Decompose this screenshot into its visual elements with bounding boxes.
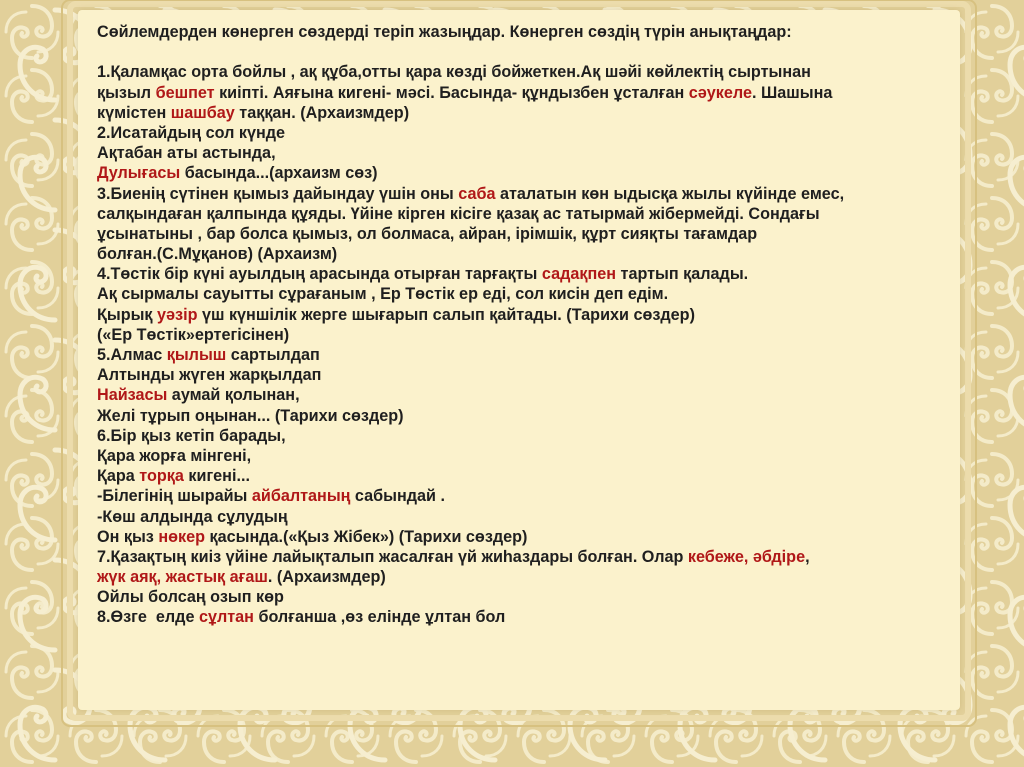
text-line xyxy=(97,224,967,244)
archaic-word: сәукеле xyxy=(688,83,752,102)
text-segment: Қара xyxy=(97,467,140,486)
text-line xyxy=(97,446,967,466)
archaic-word: бешпет xyxy=(155,83,215,102)
text-line xyxy=(97,163,967,183)
text-segment: ұсынатыны , бар болса қымыз, ол болмаса, айран, ірімшік, құрт сияқты тағамдар xyxy=(97,224,758,243)
archaic-word: шашбау xyxy=(170,103,235,122)
archaic-word: нөкер xyxy=(158,527,206,546)
text-line xyxy=(97,547,967,567)
text-segment: Ойлы болсаң озып көр xyxy=(97,588,284,607)
text-segment: қызыл xyxy=(97,83,156,102)
text-segment: -Білегінің шырайы xyxy=(97,487,252,506)
text-segment: таққан. (Архаизмдер) xyxy=(234,103,410,122)
text-segment: Он қыз xyxy=(97,527,159,546)
text-block xyxy=(97,22,967,628)
text-segment: , xyxy=(805,547,810,566)
text-line xyxy=(97,305,967,325)
text-segment: («Ер Төстік»ертегісінен) xyxy=(97,325,290,344)
slide-title: Сөйлемдерден көнерген сөздерді теріп жазыңдар. Көнерген сөздің түрін анықтаңдар: xyxy=(97,23,792,41)
text-segment: 6.Бір қыз кетіп барады, xyxy=(97,426,286,445)
text-segment: Ақтабан аты астында, xyxy=(97,144,276,163)
archaic-word: кебеже, әбдіре xyxy=(687,547,806,566)
text-segment: -Көш алдында сұлудың xyxy=(97,507,288,526)
text-line xyxy=(97,123,967,143)
archaic-word: торқа xyxy=(139,467,184,486)
text-line xyxy=(97,204,967,224)
text-segment: киіпті. Аяғына кигені- мәсі. Басында- құндызбен ұсталған xyxy=(214,83,689,102)
text-segment: салқындаған қалпында құяды. Үйіне кірген кісіге қазақ ас татырмай жібермейді. Сондағы xyxy=(97,204,820,223)
text-segment: Желі тұрып оңынан... (Тарихи сөздер) xyxy=(97,406,404,425)
text-line xyxy=(97,325,967,345)
text-line xyxy=(97,284,967,304)
text-segment: Қырық xyxy=(97,305,158,324)
text-line xyxy=(97,486,967,506)
text-lines xyxy=(97,42,967,627)
text-segment: Алтынды жүген жарқылдап xyxy=(97,366,322,385)
text-segment: аталатын көн ыдысқа жылы күйінде емес, xyxy=(495,184,845,203)
text-line xyxy=(97,103,967,123)
text-segment: кигені... xyxy=(183,467,250,486)
text-line xyxy=(97,607,967,627)
text-segment: аумай қолынан, xyxy=(167,386,300,405)
text-segment: 7.Қазақтың киіз үйіне лайықталып жасалған үй жиһаздары болған. Олар xyxy=(97,547,688,566)
archaic-word: қылыш xyxy=(166,346,227,364)
text-segment: 4.Төстік бір күні ауылдың арасында отырған тарғақты xyxy=(97,265,542,284)
archaic-word: Найзасы xyxy=(97,386,168,405)
archaic-word: саба xyxy=(458,184,496,203)
text-segment: үш күншілік жерге шығарып салып қайтады. (Тарихи сөздер) xyxy=(197,305,695,324)
text-line xyxy=(97,507,967,527)
text-line xyxy=(97,527,967,547)
text-segment: Ақ сырмалы сауытты сұрағаным , Ер Төстік ер еді, сол кисін деп едім. xyxy=(97,285,669,304)
text-segment: 2.Исатайдың сол күнде xyxy=(97,123,286,142)
text-segment: 5.Алмас xyxy=(97,346,167,364)
archaic-word: айбалтаның xyxy=(251,487,351,506)
archaic-word: Дулығасы xyxy=(97,164,181,183)
text-line xyxy=(97,466,967,486)
text-segment: . (Архаизмдер) xyxy=(267,568,386,587)
text-line xyxy=(97,83,967,103)
text-line xyxy=(97,143,967,163)
text-segment: болған.(С.Мұқанов) (Архаизм) xyxy=(97,245,338,264)
text-segment: күмістен xyxy=(97,103,171,122)
text-line xyxy=(97,345,967,365)
text-segment: 1.Қаламқас орта бойлы , ақ құба,отты қара көзді бойжеткен.Ақ шәйі көйлектің сыртынан xyxy=(97,63,811,82)
archaic-word: уәзір xyxy=(157,305,198,324)
text-line xyxy=(97,62,967,82)
text-line xyxy=(97,264,967,284)
text-line xyxy=(97,587,967,607)
text-segment: басында...(архаизм сөз) xyxy=(180,164,378,183)
text-segment: тартып қалады. xyxy=(616,265,749,284)
text-line xyxy=(97,184,967,204)
archaic-word: жүк аяқ, жастық ағаш xyxy=(97,568,268,587)
text-segment: . Шашына xyxy=(751,83,833,102)
archaic-word: сұлтан xyxy=(198,608,254,627)
archaic-word: садақпен xyxy=(541,265,617,284)
text-segment: 3.Биенің сүтінен қымыз дайындау үшін оны xyxy=(97,184,459,203)
text-segment: болғанша ,өз елiнде ұлтан бол xyxy=(253,608,506,627)
text-line xyxy=(97,406,967,426)
text-segment: қасында.(«Қыз Жібек») (Тарихи сөздер) xyxy=(205,527,528,546)
text-line xyxy=(97,244,967,264)
text-line xyxy=(97,365,967,385)
text-line xyxy=(97,42,967,62)
text-line xyxy=(97,385,967,405)
text-segment: Қара жорға мінгені, xyxy=(97,446,252,465)
text-line xyxy=(97,426,967,446)
text-segment: сабындай . xyxy=(350,487,445,506)
text-segment: сартылдап xyxy=(226,346,320,364)
text-segment: 8.Өзге елде xyxy=(97,608,199,627)
text-line xyxy=(97,567,967,587)
